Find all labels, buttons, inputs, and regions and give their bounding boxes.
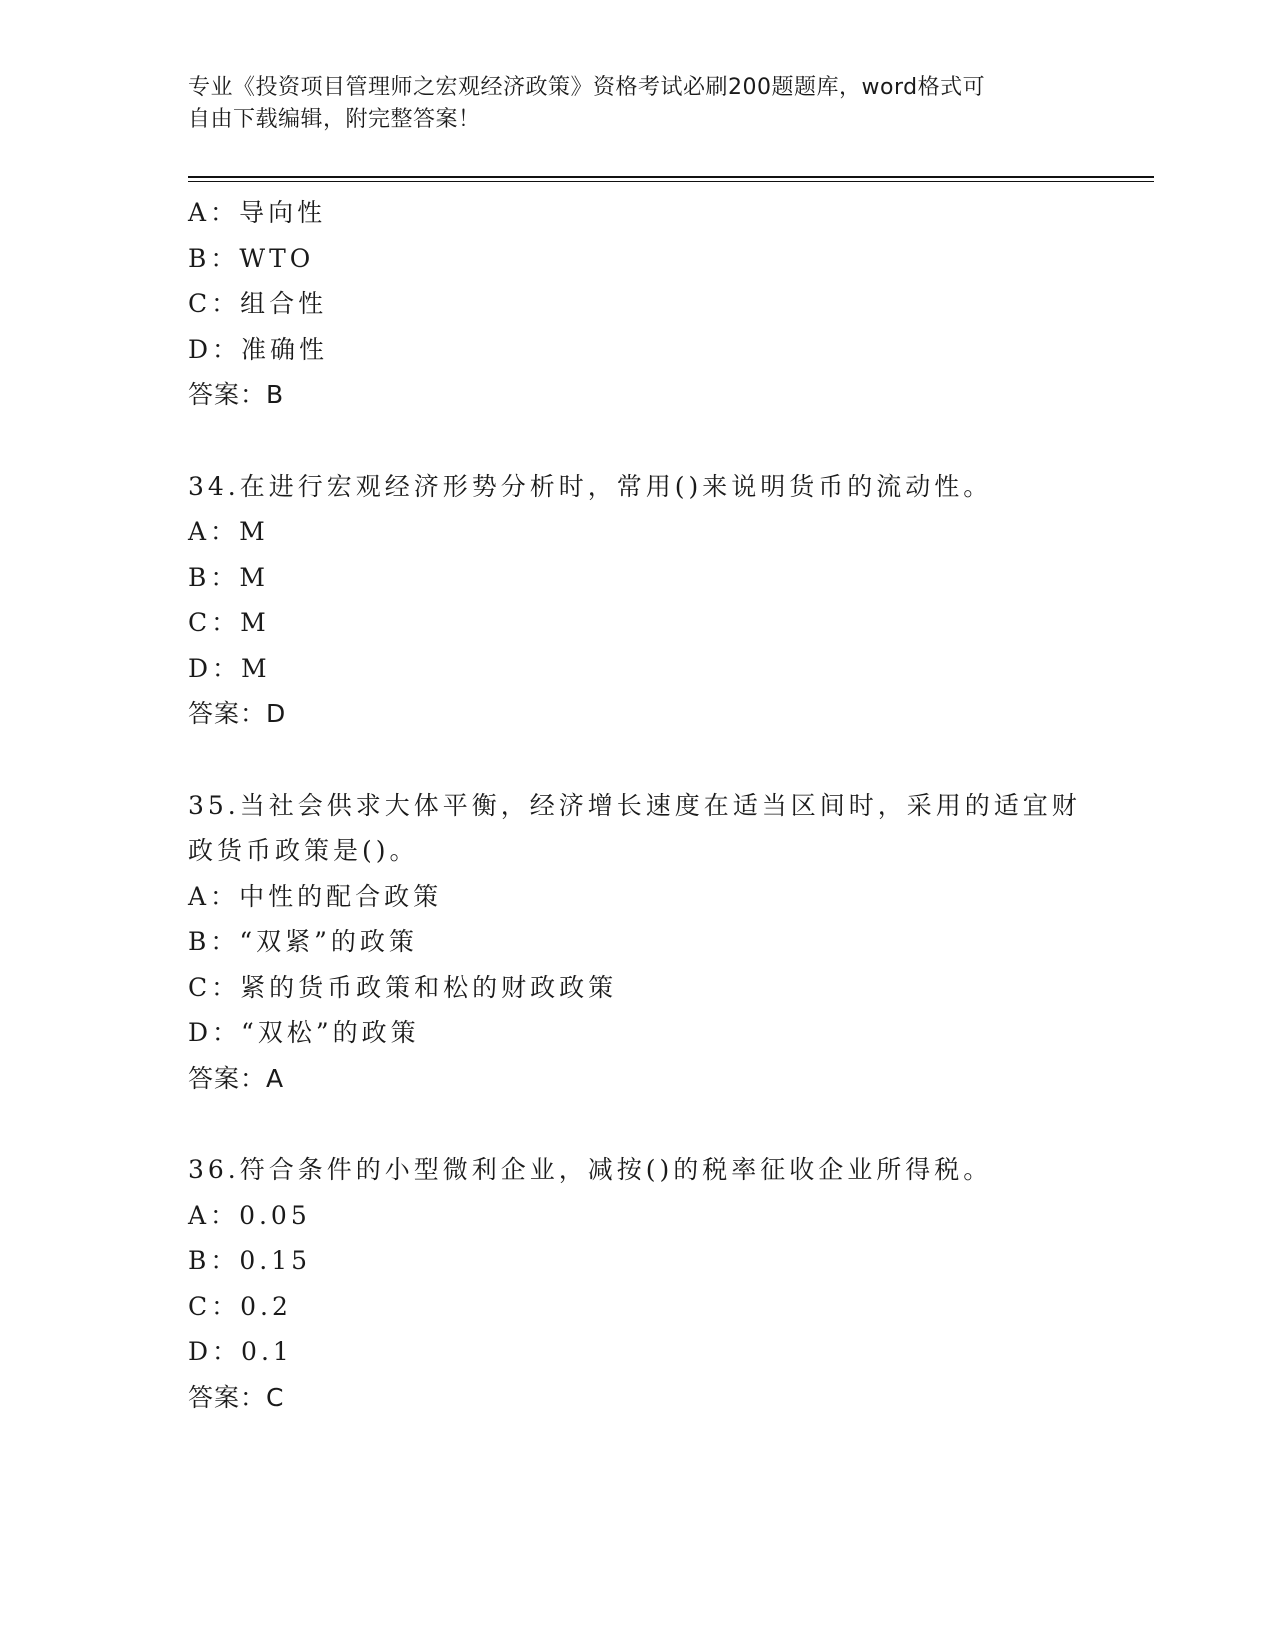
option-text: “双松”的政策 xyxy=(241,1018,420,1047)
answer-line xyxy=(188,1056,1088,1102)
header-line-1: 专业《投资项目管理师之宏观经济政策》资格考试必刷200题题库，word格式可 xyxy=(188,75,986,100)
option-label: A： xyxy=(188,198,240,227)
answer-value: A xyxy=(266,1063,285,1093)
option-label: B： xyxy=(188,1246,240,1275)
option-label: C： xyxy=(188,289,241,318)
option-text: M xyxy=(241,653,271,683)
answer-label: 答案： xyxy=(188,1382,267,1412)
option-text: 组合性 xyxy=(240,289,328,318)
option-text: M xyxy=(240,608,270,637)
document-header xyxy=(188,72,1068,136)
option-label: B： xyxy=(188,243,240,273)
option-a xyxy=(188,509,1088,555)
answer-line xyxy=(188,1375,1088,1421)
option-c xyxy=(188,965,1088,1011)
header-rule-thin xyxy=(188,181,1154,182)
question-number: 36. xyxy=(188,1155,240,1184)
option-b xyxy=(188,236,1088,282)
question-content xyxy=(188,190,1088,1420)
option-text: 0.2 xyxy=(240,1291,292,1321)
question-33-block xyxy=(188,190,1088,418)
question-number: 34. xyxy=(188,471,240,501)
answer-value: C xyxy=(266,1382,285,1412)
option-label: A： xyxy=(188,1200,240,1230)
question-text: 当社会供求大体平衡，经济增长速度在适当区间时，采用的适宜财 xyxy=(239,790,1081,820)
option-a xyxy=(188,190,1088,236)
option-text: 0.1 xyxy=(241,1337,293,1366)
spacer xyxy=(188,418,1088,464)
option-text: 紧的货币政策和松的财政政策 xyxy=(240,972,618,1002)
header-rule-thick xyxy=(188,176,1154,178)
answer-line xyxy=(188,691,1088,737)
option-b xyxy=(188,1238,1088,1284)
answer-value: D xyxy=(266,699,287,728)
option-label: A： xyxy=(188,517,240,546)
header-line-2: 自由下载编辑，附完整答案！ xyxy=(188,107,481,132)
option-b xyxy=(188,919,1088,965)
option-a xyxy=(188,1193,1088,1239)
option-label: D： xyxy=(188,334,242,364)
question-35-block xyxy=(188,783,1088,1102)
question-stem xyxy=(188,464,1088,510)
option-label: C： xyxy=(188,608,241,637)
spacer xyxy=(188,737,1088,783)
option-label: C： xyxy=(188,1291,241,1321)
option-label: D： xyxy=(188,1337,242,1366)
option-c xyxy=(188,281,1088,327)
answer-label: 答案： xyxy=(188,380,267,409)
option-c xyxy=(188,1284,1088,1330)
option-text: 0.15 xyxy=(239,1246,312,1275)
option-d xyxy=(188,1329,1088,1375)
option-text: WTO xyxy=(239,243,315,273)
question-stem-continued: 政货币政策是()。 xyxy=(188,836,419,865)
answer-label: 答案： xyxy=(188,699,267,728)
option-label: D： xyxy=(188,1018,242,1047)
option-d xyxy=(188,327,1088,373)
question-text: 在进行宏观经济形势分析时，常用()来说明货币的流动性。 xyxy=(239,471,993,501)
option-text: 中性的配合政策 xyxy=(239,881,443,911)
answer-label: 答案： xyxy=(188,1063,267,1093)
option-label: C： xyxy=(188,972,241,1002)
option-text: 导向性 xyxy=(239,198,327,227)
question-text: 符合条件的小型微利企业，减按()的税率征收企业所得税。 xyxy=(239,1155,993,1184)
option-label: B： xyxy=(188,562,240,592)
option-text: 0.05 xyxy=(239,1200,311,1230)
option-label: A： xyxy=(188,881,240,911)
spacer xyxy=(188,1101,1088,1147)
option-a xyxy=(188,874,1088,920)
option-c xyxy=(188,600,1088,646)
option-label: D： xyxy=(188,653,242,683)
answer-value: B xyxy=(266,380,285,409)
question-stem xyxy=(188,1147,1088,1193)
option-text: “双紧”的政策 xyxy=(239,927,418,956)
option-text: M xyxy=(239,562,269,592)
option-label: B： xyxy=(188,927,240,956)
option-b xyxy=(188,555,1088,601)
question-34-block xyxy=(188,464,1088,737)
option-d xyxy=(188,1010,1088,1056)
question-stem xyxy=(188,783,1088,829)
option-text: 准确性 xyxy=(241,334,329,364)
question-number: 35. xyxy=(188,790,240,820)
question-36-block xyxy=(188,1147,1088,1420)
option-text: M xyxy=(239,517,269,546)
option-d xyxy=(188,646,1088,692)
answer-line xyxy=(188,372,1088,418)
